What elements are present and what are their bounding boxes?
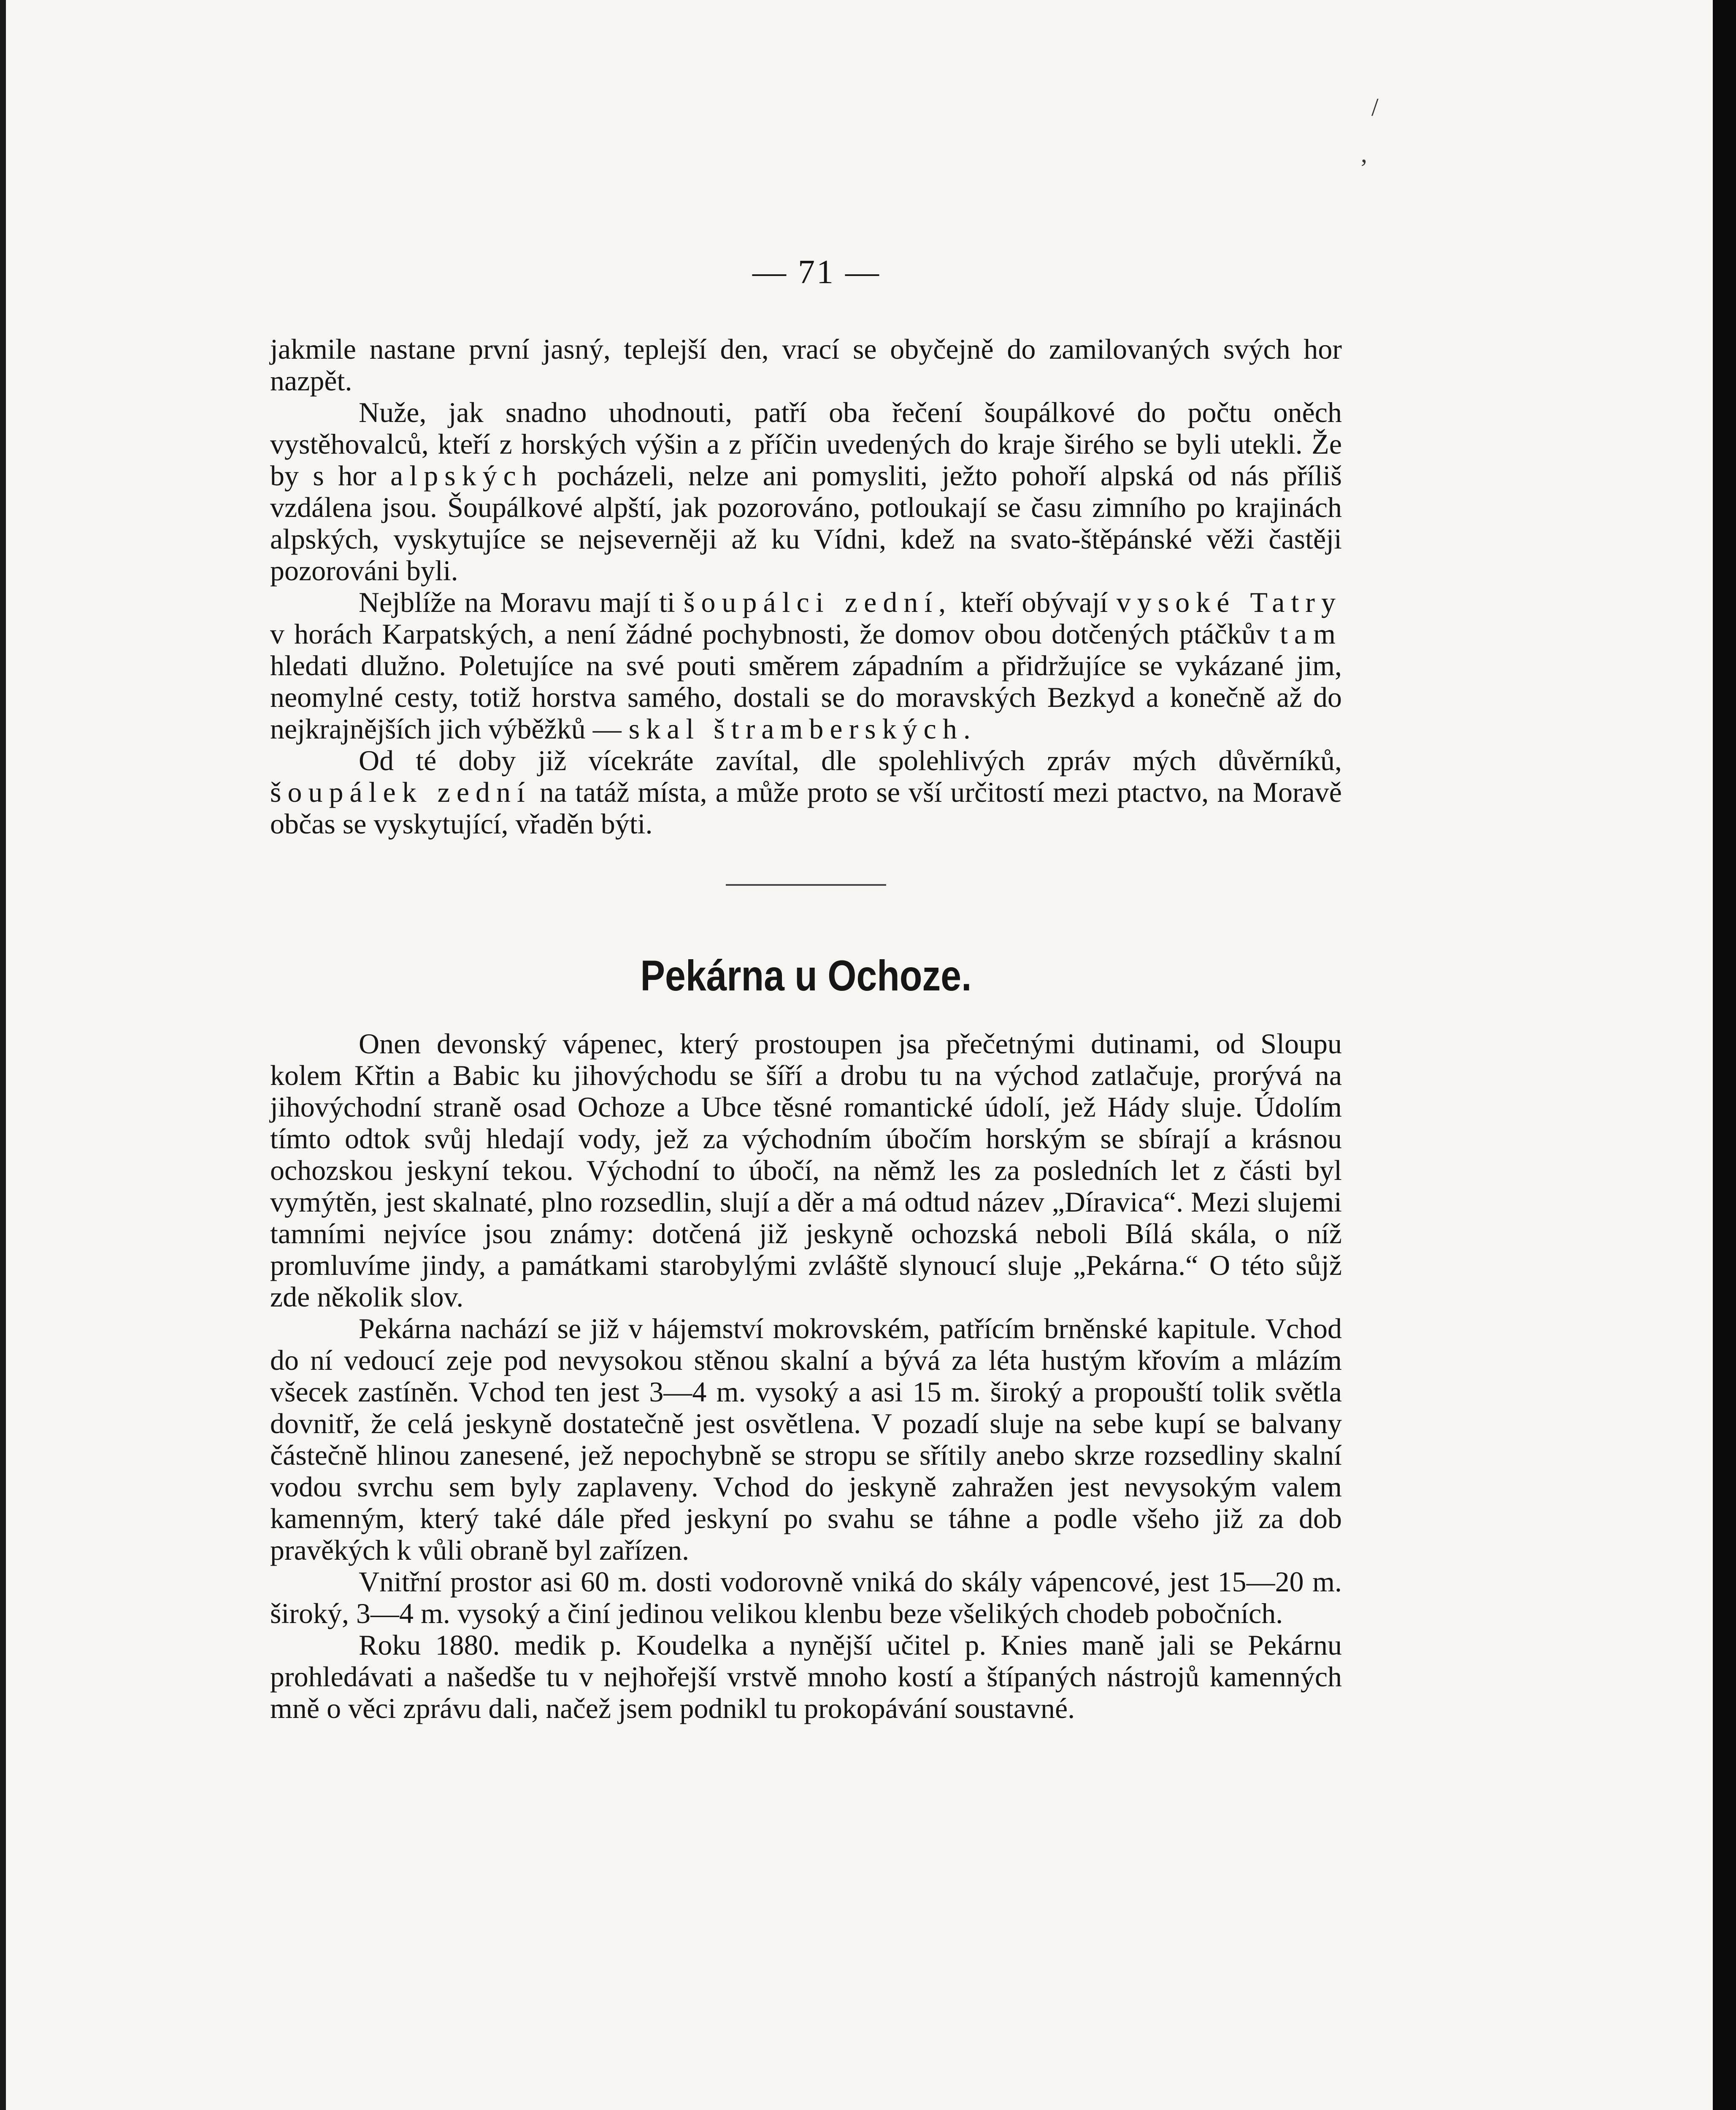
spaced-emphasis: alpských <box>390 460 543 492</box>
scan-edge-left <box>0 0 6 2110</box>
paragraph-excavation: Roku 1880. medik p. Koudelka a nynější učitel p. Knies maně jali se Pekárnu prohledávati a našedše tu v nejhořejší vrstvě mnoho kostí a štípaných nástrojů kamenných mně o věci zprávu dali, načež jsem podnikl tu prokopávání soustavné. <box>270 1629 1342 1724</box>
paragraph-limestone: Onen devonský vápenec, který prostoupen jsa přečetnými dutinami, od Sloupu kolem Křtin a Babic ku jihovýchodu se šíří a drobu tu na východ zatlačuje, prorývá na jihovýchodní straně osad Ochoze a Ubce těsné romantické údolí, jež Hády sluje. Údolím tímto odtok svůj hledají vody, jež za východním úbočím horským se sbírají a krásnou ochozskou jeskyní tekou. Východní to úbočí, na němž les za posledních let z části byl vymýtěn, jest skalnaté, plno rozsedlin, slují a děr a má odtud název „Díravica“. Mezi slujemi tamními nejvíce jsou známy: dotčená již jeskyně ochozská neboli Bílá skála, o níž promluvíme jindy, a památkami starobylými zvláště slynoucí sluje „Pekárna.“ O této sůjž zde několik slov. <box>270 1028 1342 1313</box>
spaced-emphasis: šoupálci zední, <box>684 586 952 618</box>
text-block <box>270 333 1342 1724</box>
spaced-emphasis: skal štramberských. <box>628 713 977 745</box>
page-number: — 71 — <box>752 254 881 291</box>
paragraph-alpine-origin: Nuže, jak snadno uhodnouti, patří oba řečení šoupálkové do počtu oněch vystěhovalců, kteří z horských výšin a z příčin uvedených do kraje širého se byli utekli. Že by s hor alpských pocházeli, nelze ani pomysliti, ježto pohoří alpská od nás příliš vzdálena jsou. Šoupálkové alpští, jak pozorováno, potloukají se času zimního po krajinách alpských, vyskytujíce se nejseverněji až ku Vídni, kdež na svato-štěpánské věži častěji pozorováni byli. <box>270 396 1342 587</box>
spaced-emphasis: šoupálek zední <box>270 776 531 808</box>
scan-speck: / <box>1371 93 1379 121</box>
section-divider <box>726 884 886 886</box>
section-heading: Pekárna u Ochoze. <box>640 952 972 1000</box>
paragraph-entrance: Pekárna nachází se již v hájemství mokrovském, patřícím brněnské kapitule. Vchod do ní vedoucí zeje pod nevysokou stěnou skalní a bývá za léta hustým křovím a mlázím všecek zastíněn. Vchod ten jest 3—4 m. vysoký a asi 15 m. široký a propouští tolik světla dovnitř, že celá jeskyně dostatečně jest osvětlena. V pozadí sluje na sebe kupí se balvany částečně hlinou zanesené, jež nepochybně se stropu se sřítily anebo skrze rozsedliny skalní vodou svrchu sem byly zaplaveny. Vchod do jeskyně zahražen jest nevysokým valem kamenným, který také dále před jeskyní po svahu se táhne a podle všeho již za dob pravěkých k vůli obraně byl zařízen. <box>270 1312 1342 1566</box>
paragraph-interior: Vnitřní prostor asi 60 m. dosti vodorovně vniká do skály vápencové, jest 15—20 m. široký, 3—4 m. vysoký a činí jedinou velikou klenbu beze všelikých chodeb pobočních. <box>270 1566 1342 1629</box>
paragraph-continuation: jakmile nastane první jasný, teplejší den, vrací se obyčejně do zamilovaných svých hor nazpět. <box>270 333 1342 397</box>
paragraph-moravia: Nejblíže na Moravu mají ti šoupálci zední, kteří obývají vysoké Tatry v horách Karpatských, a není žádné pochybnosti, že domov obou dotčených ptáčkův tam hledati dlužno. Poletujíce na své pouti směrem západním a přidržujíce se vykázané jim, neomylné cesty, totiž horstva samého, dostali se do moravských Bezkyd a konečně až do nejkrajnějších jich výběžků — skal štramberských. <box>270 586 1342 745</box>
spaced-emphasis: tam <box>1280 618 1342 650</box>
scan-edge-right <box>1713 0 1736 2110</box>
scan-speck: , <box>1361 140 1367 168</box>
paragraph-sightings: Od té doby již vícekráte zavítal, dle spolehlivých zpráv mých důvěrníků, šoupálek zední na tatáž místa, a může proto se vší určitostí mezi ptactvo, na Moravě občas se vyskytující, vřaděn býti. <box>270 744 1342 840</box>
spaced-emphasis: vysoké Tatry <box>1116 586 1342 618</box>
